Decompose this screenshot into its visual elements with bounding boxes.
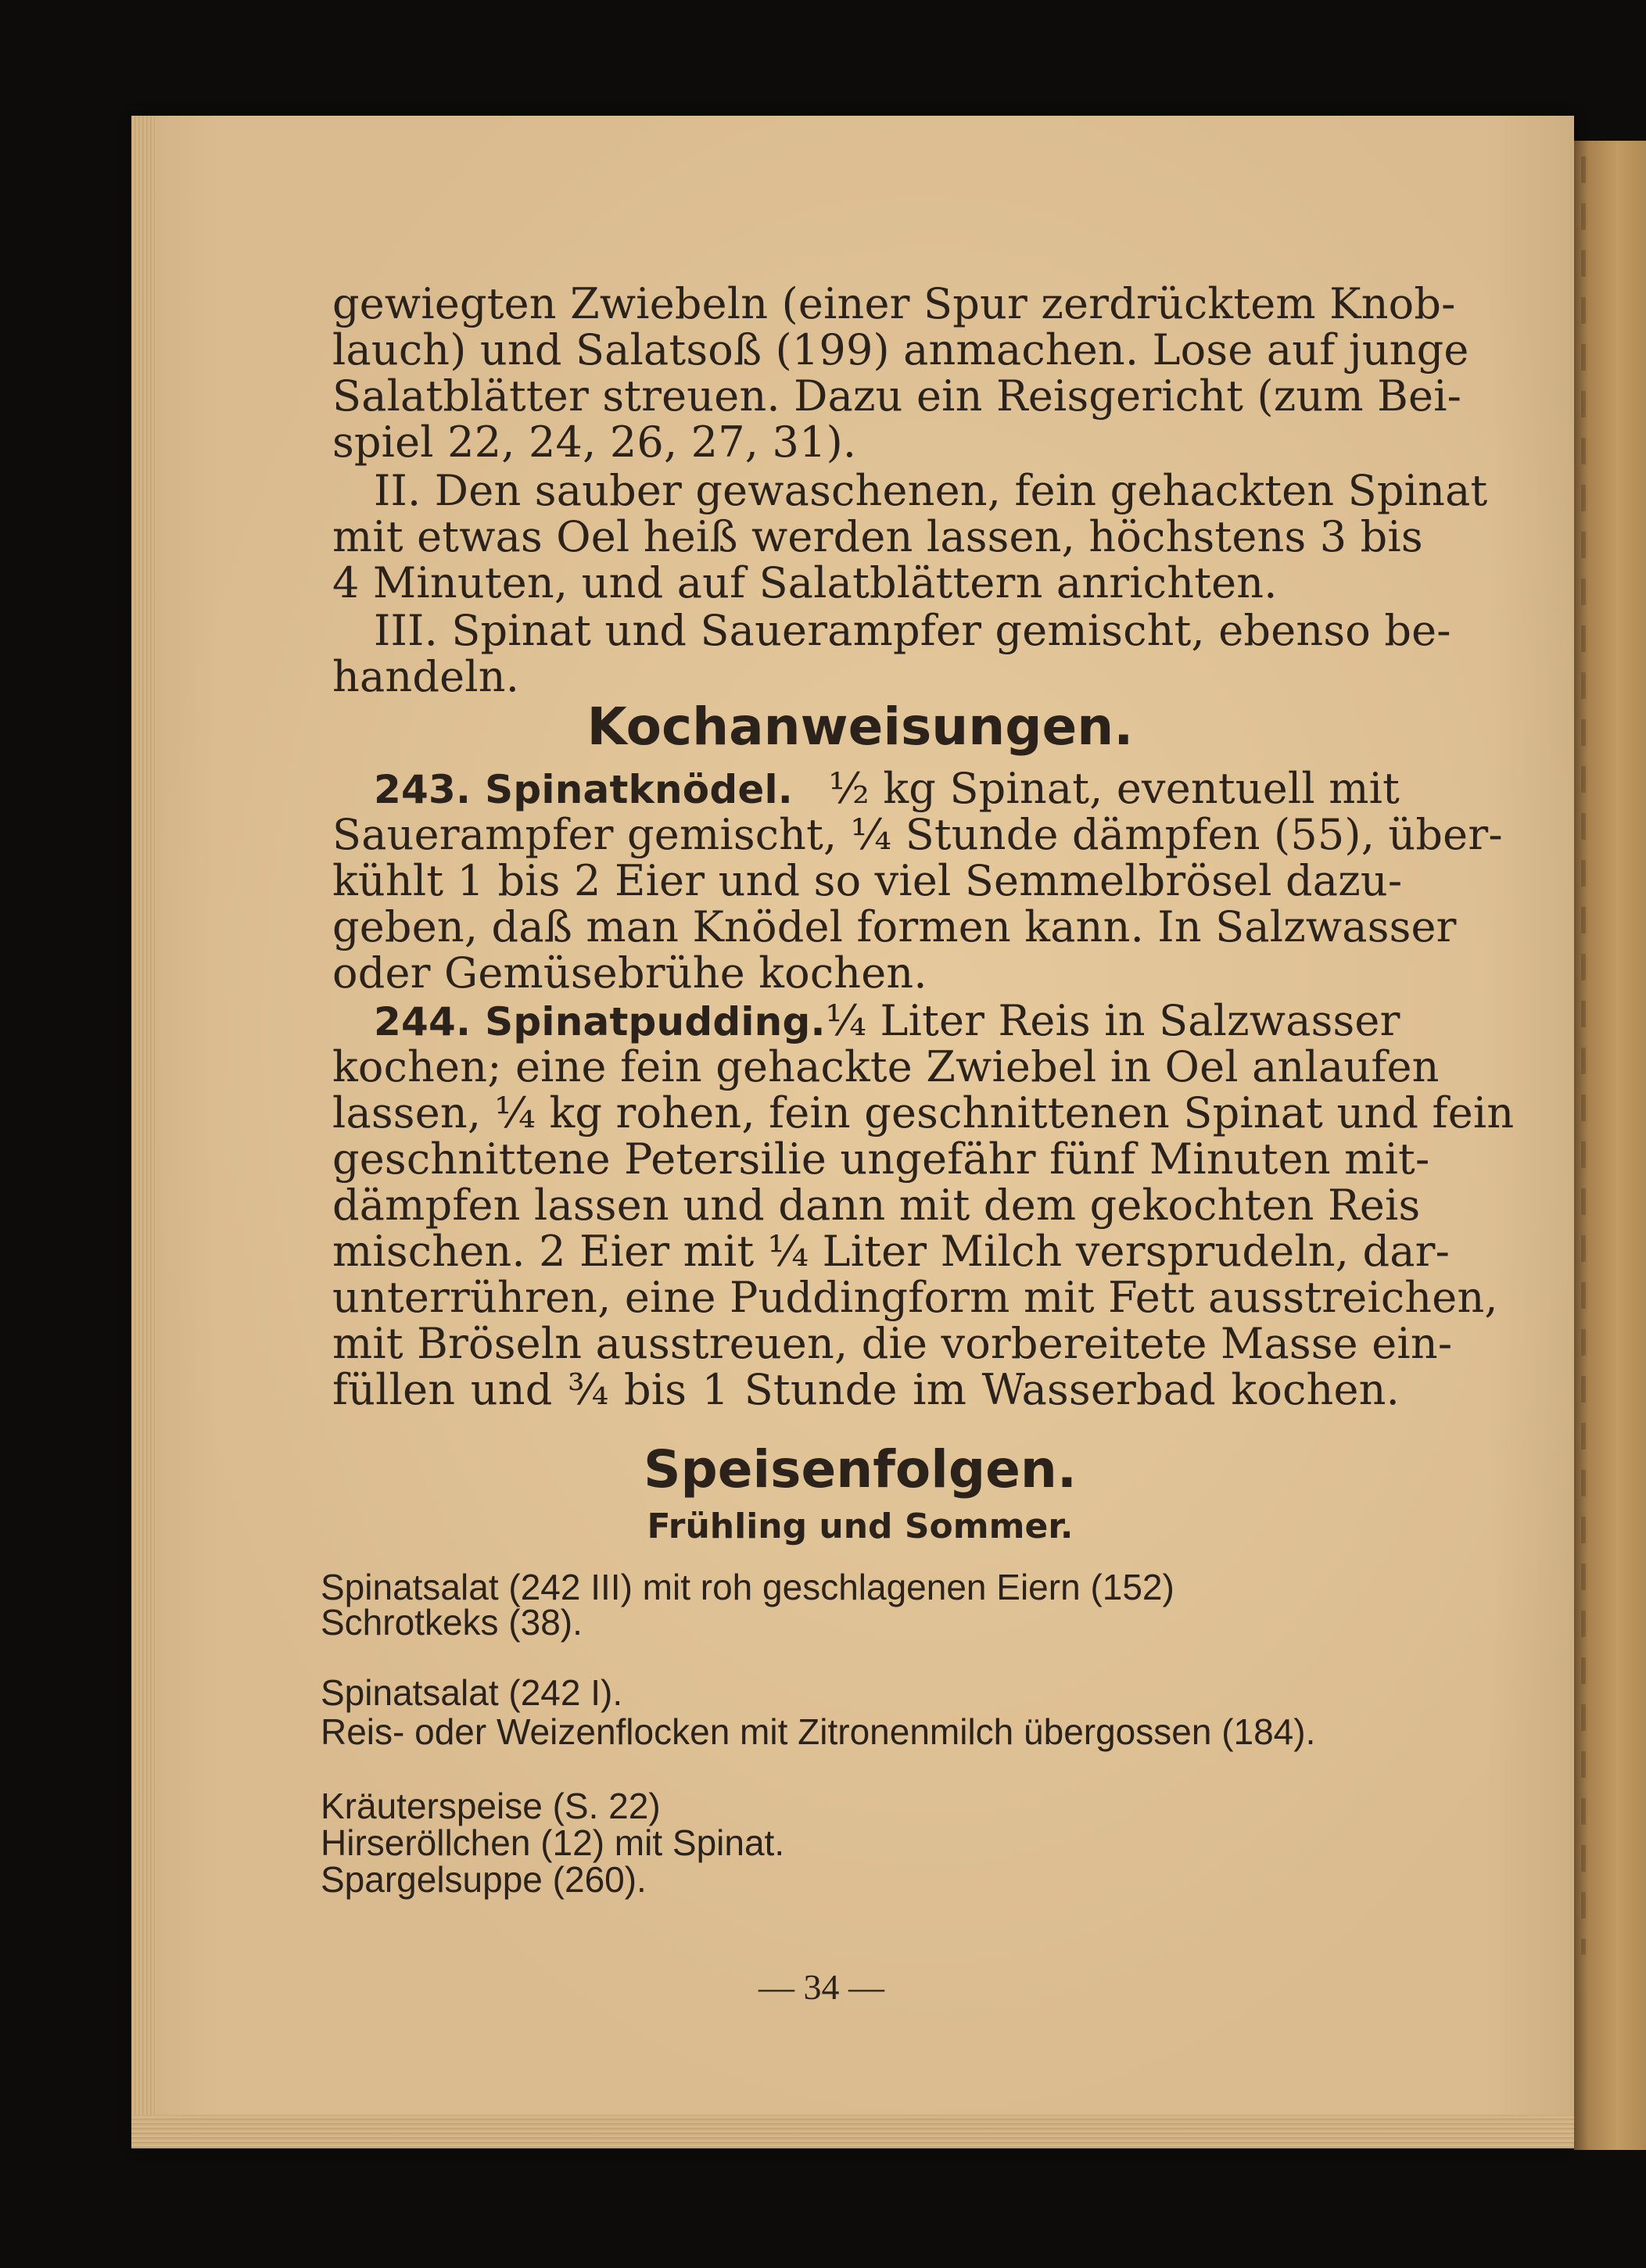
text-line: Salatblätter streuen. Dazu ein Reisgericht (zum Bei-	[332, 371, 1462, 421]
menu-1-line-2: Schrotkeks (38).	[321, 1602, 583, 1643]
text-line: unterrühren, eine Puddingform mit Fett ausstreichen,	[332, 1273, 1498, 1322]
recipe-244-first-line	[374, 998, 1400, 1044]
text-line: spiel 22, 24, 26, 27, 31).	[332, 417, 857, 467]
page-number: — 34 —	[758, 1967, 884, 2007]
recipe-name: Spinatpudding.	[485, 999, 826, 1044]
menu-2-line-2: Reis- oder Weizenflocken mit Zitronenmilch übergossen (184).	[321, 1711, 1316, 1752]
facing-page-text-trace	[1581, 156, 1586, 1954]
recipe-name: Spinatknödel.	[485, 767, 793, 812]
section-subheading: Frühling und Sommer.	[647, 1507, 1074, 1546]
text-line: mit Bröseln ausstreuen, die vorbereitete Masse ein-	[332, 1319, 1453, 1368]
page-stack-bottom-edge	[131, 2115, 1574, 2148]
menu-2-line-1: Spinatsalat (242 I).	[321, 1672, 623, 1713]
text-line: III. Spinat und Sauerampfer gemischt, ebenso be-	[374, 606, 1451, 655]
section-heading-kochanweisungen: Kochanweisungen.	[586, 697, 1134, 757]
text-line: füllen und ¾ bis 1 Stunde im Wasserbad kochen.	[332, 1365, 1400, 1414]
text-line: lauch) und Salatsoß (199) anmachen. Lose auf junge	[332, 325, 1469, 374]
text-line: geben, daß man Knödel formen kann. In Salzwasser	[332, 902, 1457, 951]
section-heading-speisenfolgen: Speisenfolgen.	[644, 1439, 1077, 1499]
text-line: gewiegten Zwiebeln (einer Spur zerdrücktem Knob-	[332, 279, 1456, 328]
page-stack-edge	[131, 116, 155, 2148]
text-line: Sauerampfer gemischt, ¼ Stunde dämpfen (55), über-	[332, 810, 1503, 859]
recipe-number: 243.	[374, 767, 472, 812]
text-line: geschnittene Petersilie ungefähr fünf Minuten mit-	[332, 1134, 1430, 1184]
recipe-number: 244.	[374, 999, 472, 1044]
text-line: lassen, ¼ kg rohen, fein geschnittenen Spinat und fein	[332, 1088, 1515, 1138]
menu-3-line-1: Kräuterspeise (S. 22)	[321, 1786, 661, 1826]
recipe-text: ¼ Liter Reis in Salzwasser	[825, 996, 1400, 1045]
text-line: mit etwas Oel heiß werden lassen, höchstens 3 bis	[332, 512, 1423, 561]
text-line: dämpfen lassen und dann mit dem gekochten Reis	[332, 1181, 1421, 1230]
text-line: handeln.	[332, 652, 520, 701]
text-line: kochen; eine fein gehackte Zwiebel in Oel anlaufen	[332, 1042, 1440, 1091]
recipe-text: ½ kg Spinat, eventuell mit	[828, 764, 1400, 813]
text-line: mischen. 2 Eier mit ¼ Liter Milch versprudeln, dar-	[332, 1227, 1451, 1276]
recipe-243-first-line	[374, 766, 1400, 812]
text-line: 4 Minuten, und auf Salatblättern anrichten.	[332, 558, 1278, 607]
text-line: kühlt 1 bis 2 Eier und so viel Semmelbrösel dazu-	[332, 856, 1403, 905]
menu-3-line-3: Spargelsuppe (260).	[321, 1859, 647, 1900]
menu-3-line-2: Hirseröllchen (12) mit Spinat.	[321, 1822, 785, 1863]
text-line: II. Den sauber gewaschenen, fein gehackten Spinat	[374, 466, 1488, 515]
menu-1-line-1: Spinatsalat (242 III) mit roh geschlagenen Eiern (152)	[321, 1567, 1174, 1607]
text-line: oder Gemüsebrühe kochen.	[332, 948, 927, 998]
